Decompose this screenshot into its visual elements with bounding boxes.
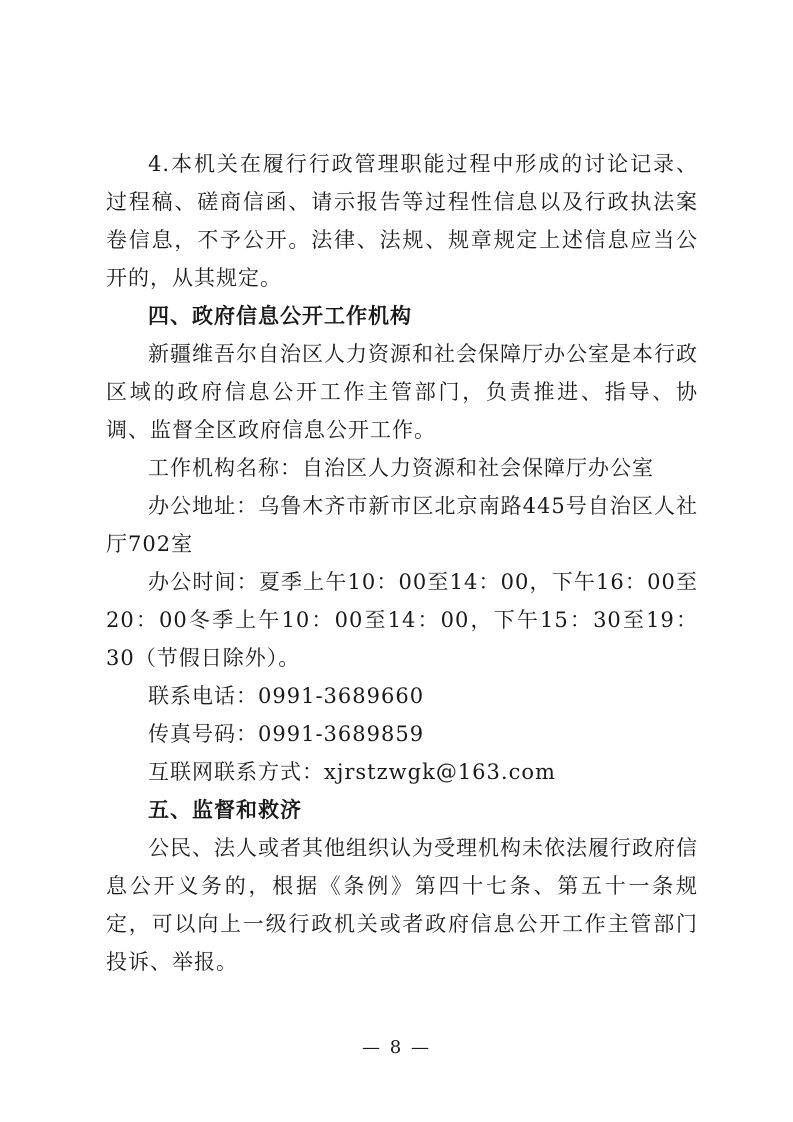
phone-line: 联系电话：0991-3689660 [148,684,425,708]
page-number: — 8 — [362,1037,431,1058]
paragraph-item-4: 4.本机关在履行行政管理职能过程中形成的讨论记录、过程稿、磋商信函、请示报告等过程性信息以及行政执法案卷信息，不予公开。法律、法规、规章规定上述信息应当公开的，从其规定。 [106,152,698,290]
office-hours-line: 办公时间：夏季上午10：00至14：00，下午16：00至20：00冬季上午10：00至14：00，下午15：30至19：30（节假日除外）。 [106,570,698,670]
section-heading-4: 四、政府信息公开工作机构 [148,304,412,328]
section-4-intro: 新疆维吾尔自治区人力资源和社会保障厅办公室是本行政区域的政府信息公开工作主管部门，负责推进、指导、协调、监督全区政府信息公开工作。 [106,342,698,442]
org-name-line: 工作机构名称：自治区人力资源和社会保障厅办公室 [148,456,654,480]
address-line: 办公地址：乌鲁木齐市新市区北京南路445号自治区人社厅702室 [106,494,698,556]
page-content [106,145,698,981]
section-5-body: 公民、法人或者其他组织认为受理机构未依法履行政府信息公开义务的，根据《条例》第四十七条、第五十一条规定，可以向上一级行政机关或者政府信息公开工作主管部门投诉、举报。 [106,836,698,974]
section-heading-5: 五、监督和救济 [148,798,302,822]
email-line: 互联网联系方式：xjrstzwgk@163.com [148,760,556,784]
fax-line: 传真号码：0991-3689859 [148,722,425,746]
